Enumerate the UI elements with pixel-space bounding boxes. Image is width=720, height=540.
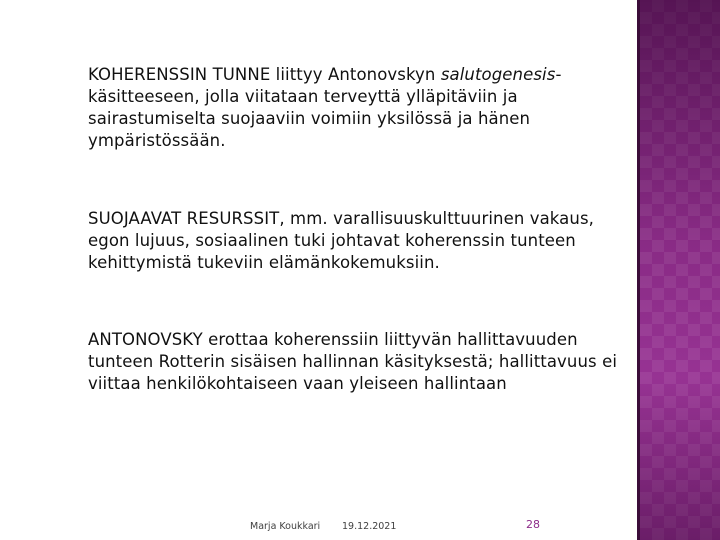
paragraph-coherence-term: salutogenesis <box>440 65 556 84</box>
footer-date: 19.12.2021 <box>342 521 397 532</box>
decorative-side-band <box>640 0 720 540</box>
paragraph-coherence-lead: KOHERENSSIN TUNNE liittyy Antonovskyn <box>88 65 441 84</box>
footer-page-number: 28 <box>526 518 540 531</box>
paragraph-antonovsky: ANTONOVSKY erottaa koherenssiin liittyvän hallittavuuden tunteen Rotterin sisäisen hallinnan käsityksestä; hallittavuus ei viittaa henkilökohtaiseen vaan yleiseen hallintaan <box>88 330 618 393</box>
paragraph-coherence-rest: -käsitteeseen, jolla viitataan terveyttä ylläpitäviin ja sairastumiselta suojaaviin voimiin yksilössä ja hänen ympäristössään. <box>88 65 562 150</box>
paragraph-protective-resources: SUOJAAVAT RESURSSIT, mm. varallisuuskulttuurinen vakaus, egon lujuus, sosiaalinen tuki johtavat koherenssin tunteen kehittymistä tukeviin elämänkokemuksiin. <box>88 209 594 272</box>
footer-author: Marja Koukkari <box>250 521 321 532</box>
paragraph-coherence <box>88 64 628 152</box>
